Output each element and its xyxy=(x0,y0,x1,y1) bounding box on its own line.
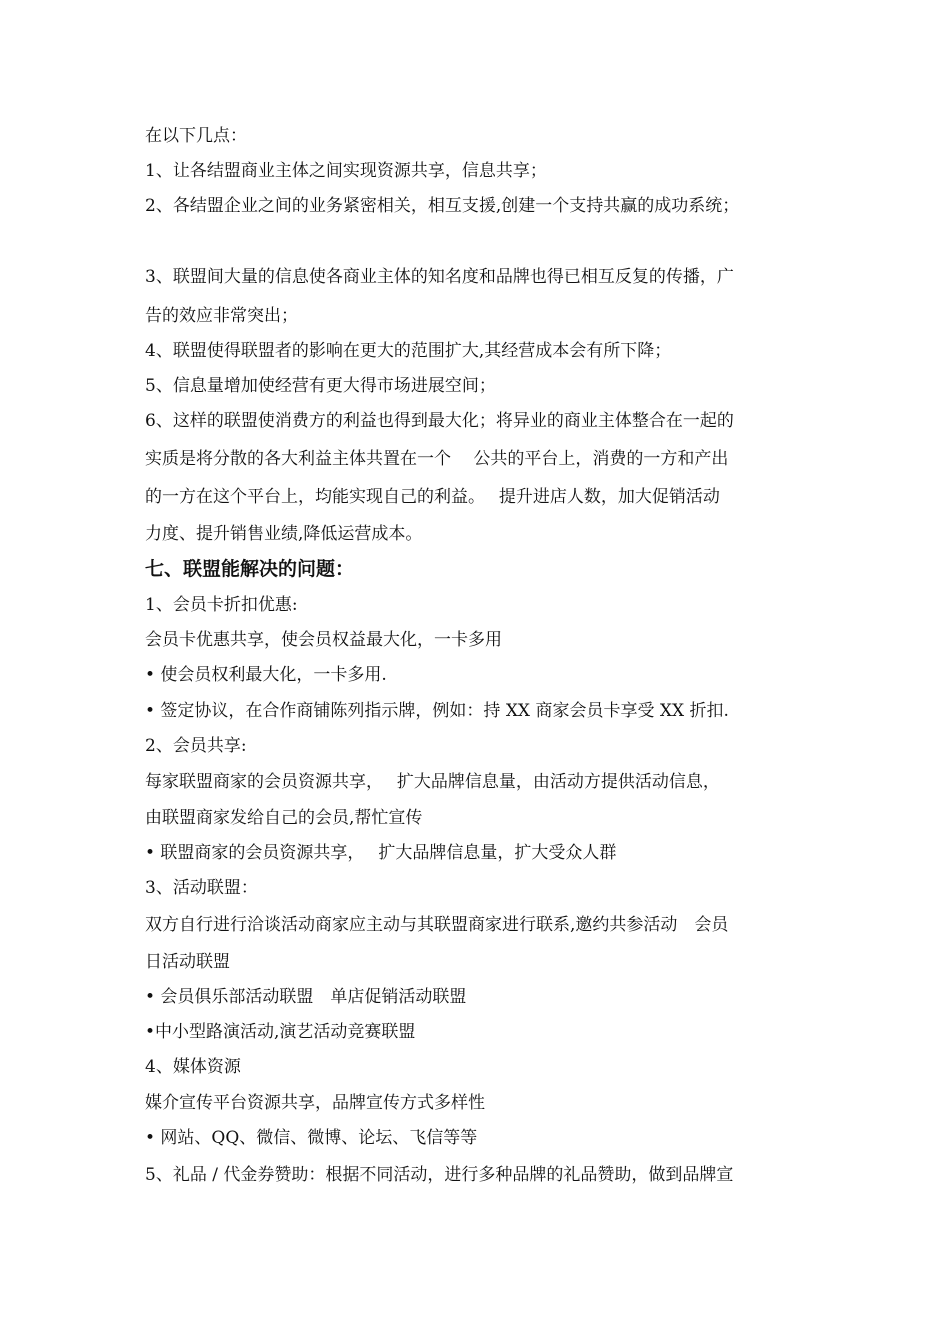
text-line: 6、这样的联盟使消费方的利益也得到最大化；将异业的商业主体整合在一起的 xyxy=(145,411,734,431)
text-line: 力度、提升销售业绩,降低运营成本。 xyxy=(145,524,423,544)
list-item: • 联盟商家的会员资源共享， 扩大品牌信息量，扩大受众人群 xyxy=(145,843,617,863)
text-line: 在以下几点： xyxy=(145,126,247,146)
text-line: 3、活动联盟： xyxy=(145,878,258,898)
text-line: 日活动联盟 xyxy=(145,952,230,972)
text-line: 4、媒体资源 xyxy=(145,1057,241,1077)
text-line: 4、联盟使得联盟者的影响在更大的范围扩大,其经营成本会有所下降； xyxy=(145,341,672,361)
list-item: • 网站、QQ、微信、微博、论坛、飞信等等 xyxy=(145,1128,478,1148)
text-line: 告的效应非常突出； xyxy=(145,306,298,326)
text-line: 3、联盟间大量的信息使各商业主体的知名度和品牌也得已相互反复的传播，广 xyxy=(145,267,734,287)
section-heading: 七、联盟能解决的问题： xyxy=(145,558,355,580)
text-line: 实质是将分散的各大利益主体共置在一个 公共的平台上，消费的一方和产出 xyxy=(145,449,729,469)
text-line: 媒介宣传平台资源共享，品牌宣传方式多样性 xyxy=(145,1093,485,1113)
text-line: 1、让各结盟商业主体之间实现资源共享，信息共享； xyxy=(145,161,547,181)
list-item: •中小型路演活动,演艺活动竞赛联盟 xyxy=(145,1022,416,1042)
text-line: 2、各结盟企业之间的业务紧密相关，相互支援,创建一个支持共赢的成功系统； xyxy=(145,196,740,216)
list-item: • 签定协议，在合作商铺陈列指示牌，例如：持 XX 商家会员卡享受 XX 折扣. xyxy=(145,701,729,721)
text-line: 由联盟商家发给自己的会员,帮忙宣传 xyxy=(145,808,423,828)
text-line: 会员卡优惠共享，使会员权益最大化，一卡多用 xyxy=(145,630,502,650)
list-item: • 会员俱乐部活动联盟 单店促销活动联盟 xyxy=(145,987,467,1007)
list-item: • 使会员权利最大化，一卡多用. xyxy=(145,665,387,685)
text-line: 每家联盟商家的会员资源共享， 扩大品牌信息量，由活动方提供活动信息， xyxy=(145,772,720,792)
text-line: 双方自行进行洽谈活动商家应主动与其联盟商家进行联系,邀约共参活动 会员 xyxy=(145,915,729,935)
text-line: 1、会员卡折扣优惠: xyxy=(145,595,298,615)
text-line: 5、礼品 / 代金券赞助：根据不同活动，进行多种品牌的礼品赞助，做到品牌宣 xyxy=(145,1165,734,1185)
text-line: 的一方在这个平台上，均能实现自己的利益。 提升进店人数，加大促销活动 xyxy=(145,487,720,507)
text-line: 5、信息量增加使经营有更大得市场进展空间； xyxy=(145,376,496,396)
text-line: 2、会员共享: xyxy=(145,736,247,756)
